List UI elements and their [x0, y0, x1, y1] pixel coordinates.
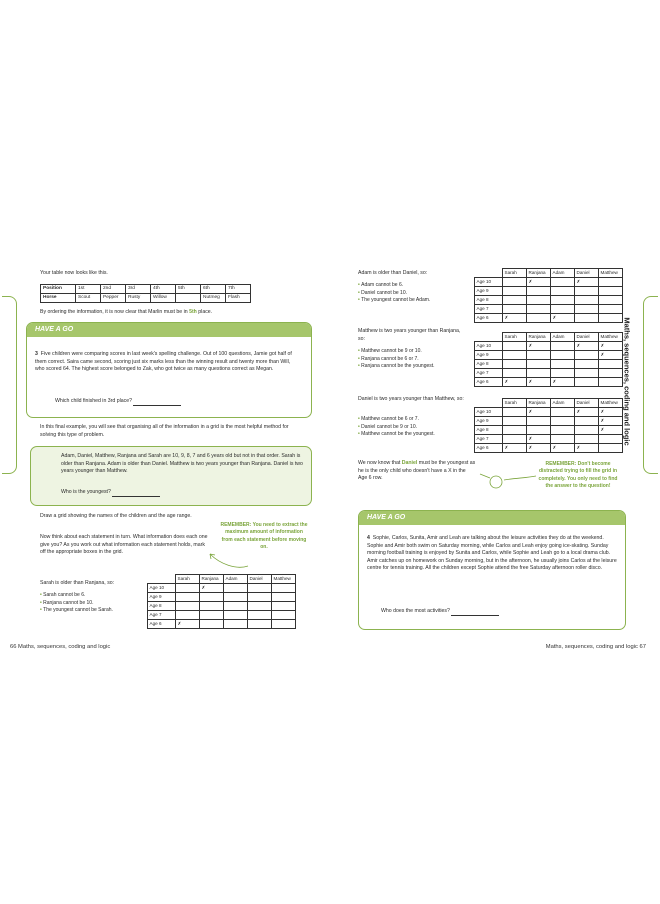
- grid-cell[interactable]: ✗: [503, 444, 527, 453]
- grid-cell[interactable]: [503, 287, 527, 296]
- grid-row: [475, 426, 623, 435]
- adam-bullets: [358, 282, 430, 305]
- grid-cell[interactable]: ✗: [599, 417, 623, 426]
- grid-header: Adam: [551, 333, 575, 342]
- grid-row: [475, 417, 623, 426]
- answer-line[interactable]: [112, 491, 160, 497]
- have-a-go-text: [35, 351, 301, 374]
- grid-header: Adam: [551, 269, 575, 278]
- grid-age-label: Age 9: [475, 287, 503, 296]
- table-cell: 4th: [151, 285, 176, 294]
- answer-line[interactable]: [451, 610, 499, 616]
- grid-body: [475, 408, 623, 453]
- grid-row: [148, 602, 296, 611]
- grid-header: Sarah: [503, 269, 527, 278]
- grid-corner: [475, 269, 503, 278]
- list-item: • Ranjana cannot be 6 or 7.: [358, 356, 435, 364]
- grid-row: [475, 369, 623, 378]
- grid-age-label: Age 6: [475, 444, 503, 453]
- daniel-bullets: [358, 416, 435, 439]
- grid-corner: [475, 399, 503, 408]
- grid-row: [475, 278, 623, 287]
- grid-cell[interactable]: [248, 611, 272, 620]
- example-question: [61, 489, 160, 497]
- grid-cell[interactable]: [551, 426, 575, 435]
- example-question-text: Who is the youngest?: [61, 489, 111, 495]
- conclusion-text: [358, 460, 476, 483]
- table-cell: Flash: [226, 294, 251, 303]
- grid-cell[interactable]: ✗: [575, 444, 599, 453]
- grid-corner: [475, 333, 503, 342]
- grid-cell[interactable]: [272, 620, 296, 629]
- table-cell: Willow: [151, 294, 176, 303]
- grid-cell[interactable]: ✗: [527, 378, 551, 387]
- grid-cell[interactable]: ✗: [575, 342, 599, 351]
- grid-row: [475, 287, 623, 296]
- final-example-text: In this final example, you will see that organising all of the information in a grid is the most helpful method for solving this type of problem.: [40, 424, 289, 438]
- grid-cell[interactable]: ✗: [551, 444, 575, 453]
- grid-cell[interactable]: ✗: [200, 584, 224, 593]
- grid-row: [148, 620, 296, 629]
- grid-age-label: Age 6: [148, 620, 176, 629]
- grid-cell[interactable]: ✗: [599, 342, 623, 351]
- list-item: • Ranjana cannot be 10.: [40, 600, 113, 608]
- list-item: • Matthew cannot be 9 or 10.: [358, 348, 435, 356]
- grid-cell[interactable]: [575, 351, 599, 360]
- grid-cell[interactable]: [527, 296, 551, 305]
- question-prompt: Who does the most activities?: [381, 608, 450, 614]
- question-prompt: Which child finished in 3rd place?: [55, 398, 132, 404]
- grid-header-row: [475, 399, 623, 408]
- table-cell: 2nd: [101, 285, 126, 294]
- conclusion-part: must be the youngest as he is the only child who doesn't have a X in the Age 6 row.: [358, 460, 476, 482]
- grid-cell[interactable]: ✗: [527, 408, 551, 417]
- grid-cell[interactable]: [503, 305, 527, 314]
- age-grid-2: [474, 268, 623, 323]
- grid-header: Ranjana: [527, 399, 551, 408]
- grid-age-label: Age 10: [475, 278, 503, 287]
- list-item: • Daniel cannot be 10.: [358, 290, 430, 298]
- grid-cell[interactable]: [551, 408, 575, 417]
- grid-cell[interactable]: [224, 620, 248, 629]
- grid-age-label: Age 9: [148, 593, 176, 602]
- grid-age-label: Age 9: [475, 417, 503, 426]
- grid-row: [475, 296, 623, 305]
- sarah-bullets: [40, 592, 113, 615]
- table-cell: Position: [41, 285, 76, 294]
- have-a-go-header: [359, 511, 625, 525]
- grid-cell[interactable]: [599, 378, 623, 387]
- grid-cell[interactable]: [200, 602, 224, 611]
- grid-cell[interactable]: [551, 287, 575, 296]
- grid-cell[interactable]: [503, 342, 527, 351]
- grid-cell[interactable]: [503, 360, 527, 369]
- grid-cell[interactable]: ✗: [551, 314, 575, 323]
- grid-header-row: [148, 575, 296, 584]
- grid-cell[interactable]: [200, 593, 224, 602]
- grid-cell[interactable]: ✗: [527, 278, 551, 287]
- grid-cell[interactable]: [503, 369, 527, 378]
- list-item: • Daniel cannot be 9 or 10.: [358, 424, 435, 432]
- grid-body: [475, 342, 623, 387]
- have-a-go-header: [27, 323, 311, 337]
- grid-cell[interactable]: [272, 602, 296, 611]
- grid-header: Sarah: [176, 575, 200, 584]
- grid-cell[interactable]: [224, 593, 248, 602]
- grid-age-label: Age 9: [475, 351, 503, 360]
- grid-cell[interactable]: [224, 611, 248, 620]
- grid-header: Daniel: [575, 333, 599, 342]
- table-cell: 7th: [226, 285, 251, 294]
- grid-header-row: [475, 333, 623, 342]
- grid-cell[interactable]: [599, 287, 623, 296]
- grid-cell[interactable]: [551, 278, 575, 287]
- grid-row: [475, 342, 623, 351]
- table-cell: 6th: [201, 285, 226, 294]
- grid-cell[interactable]: [551, 369, 575, 378]
- question-number: 3: [35, 351, 38, 357]
- age-grid-3: [474, 332, 623, 387]
- grid-cell[interactable]: ✗: [176, 620, 200, 629]
- conclusion-part: We now know that: [358, 460, 402, 466]
- grid-cell[interactable]: [599, 369, 623, 378]
- grid-header: Ranjana: [527, 333, 551, 342]
- grid-cell[interactable]: [551, 417, 575, 426]
- grid-row: [475, 305, 623, 314]
- intro-text: Your table now looks like this.: [40, 270, 108, 276]
- grid-cell[interactable]: [551, 296, 575, 305]
- grid-age-label: Age 10: [475, 342, 503, 351]
- position-table: [40, 284, 251, 303]
- grid-cell[interactable]: [503, 408, 527, 417]
- grid-cell[interactable]: ✗: [527, 444, 551, 453]
- grid-row: [475, 314, 623, 323]
- grid-cell[interactable]: [575, 287, 599, 296]
- grid-row: [148, 611, 296, 620]
- ordering-text: [40, 309, 310, 317]
- grid-cell[interactable]: ✗: [503, 378, 527, 387]
- table-cell: Nutmeg: [201, 294, 226, 303]
- table-cell: Scout: [76, 294, 101, 303]
- grid-cell[interactable]: [527, 305, 551, 314]
- grid-cell[interactable]: [503, 351, 527, 360]
- grid-row: [475, 378, 623, 387]
- footer-left: 66 Maths, sequences, coding and logic: [10, 644, 111, 650]
- grid-cell[interactable]: [200, 611, 224, 620]
- grid-header: Sarah: [503, 399, 527, 408]
- grid-age-label: Age 8: [148, 602, 176, 611]
- grid-cell[interactable]: [176, 602, 200, 611]
- table-cell: 1st: [76, 285, 101, 294]
- grid-header: Ranjana: [200, 575, 224, 584]
- grid-cell[interactable]: [248, 584, 272, 593]
- grid-cell[interactable]: [176, 584, 200, 593]
- grid-header: Adam: [551, 399, 575, 408]
- list-item: • The youngest cannot be Adam.: [358, 297, 430, 305]
- grid-cell[interactable]: [527, 314, 551, 323]
- question-number: 4: [367, 535, 370, 541]
- grid-cell[interactable]: [527, 417, 551, 426]
- grid-header-row: [475, 269, 623, 278]
- list-item: • Matthew cannot be the youngest.: [358, 431, 435, 439]
- grid-cell[interactable]: ✗: [575, 408, 599, 417]
- grid-cell[interactable]: [272, 593, 296, 602]
- have-a-go-box-2: [358, 510, 626, 630]
- grid-cell[interactable]: [527, 369, 551, 378]
- grid-header: Daniel: [575, 399, 599, 408]
- grid-cell[interactable]: [599, 314, 623, 323]
- example-box: [30, 446, 312, 506]
- grid-row: [475, 351, 623, 360]
- table-cell: Rusty: [126, 294, 151, 303]
- table-cell: 3rd: [126, 285, 151, 294]
- grid-cell[interactable]: [599, 305, 623, 314]
- grid-cell[interactable]: [527, 426, 551, 435]
- arrow-icon: [206, 550, 256, 572]
- grid-age-label: Age 10: [475, 408, 503, 417]
- grid-row: [475, 408, 623, 417]
- daniel-statement: Daniel is two years younger than Matthew, so:: [358, 396, 464, 402]
- ordering-highlight: 5th: [189, 309, 197, 315]
- list-item: • Sarah cannot be 6.: [40, 592, 113, 600]
- sarah-statement: Sarah is older than Ranjana, so:: [40, 580, 115, 586]
- grid-cell[interactable]: [551, 305, 575, 314]
- grid-cell[interactable]: [599, 435, 623, 444]
- list-item: • Ranjana cannot be the youngest.: [358, 363, 435, 371]
- list-item: • Matthew cannot be 6 or 7.: [358, 416, 435, 424]
- adam-statement: Adam is older than Daniel, so:: [358, 270, 428, 276]
- example-text: Adam, Daniel, Matthew, Ranjana and Sarah are 10, 9, 8, 7 and 6 years old but not in that order. Sarah is older than Ranjana. Adam is older than Daniel. Matthew is two years younger than Ranjana. Daniel is two years younger than Matthew.: [61, 453, 303, 475]
- side-tab-label: Maths, sequences, coding and logic: [622, 317, 632, 446]
- grid-header: Daniel: [248, 575, 272, 584]
- remember-note-2: REMEMBER: Don't become distracted trying to fill the grid in completely. You only need to find the answer to the question!: [538, 461, 618, 489]
- grid-row: [148, 593, 296, 602]
- table-cell: Horse: [41, 294, 76, 303]
- grid-cell[interactable]: [575, 314, 599, 323]
- grid-cell[interactable]: [527, 351, 551, 360]
- grid-cell[interactable]: [248, 602, 272, 611]
- grid-cell[interactable]: [551, 435, 575, 444]
- have-a-go-box-1: [26, 322, 312, 418]
- grid-cell[interactable]: [575, 369, 599, 378]
- grid-body: [475, 278, 623, 323]
- grid-row: [475, 435, 623, 444]
- grid-cell[interactable]: [272, 584, 296, 593]
- grid-cell[interactable]: [551, 360, 575, 369]
- conclusion-highlight: Daniel: [401, 460, 418, 466]
- question-text: Five children were comparing scores in last week's spelling challenge. Out of 100 questions, Jamie got half of them correct. Saira came second, scoring just six marks less than the winning result and twenty more than Will, who scored 64. The highest score belonged to Zak, who got twice as many questions correct as Megan.: [35, 351, 292, 373]
- grid-cell[interactable]: [176, 593, 200, 602]
- grid-cell[interactable]: [200, 620, 224, 629]
- grid-cell[interactable]: [527, 287, 551, 296]
- grid-header: Matthew: [272, 575, 296, 584]
- side-tab-left: [2, 296, 17, 474]
- grid-cell[interactable]: [599, 296, 623, 305]
- grid-cell[interactable]: [599, 444, 623, 453]
- grid-cell[interactable]: [176, 611, 200, 620]
- matthew-statement: Matthew is two years younger than Ranjana, so:: [358, 328, 461, 342]
- grid-age-label: Age 7: [148, 611, 176, 620]
- grid-row: [475, 444, 623, 453]
- grid-header: Matthew: [599, 269, 623, 278]
- grid-cell[interactable]: [503, 296, 527, 305]
- have-a-go-question: [381, 608, 499, 616]
- grid-cell[interactable]: [575, 378, 599, 387]
- grid-cell[interactable]: ✗: [599, 351, 623, 360]
- grid-age-label: Age 8: [475, 296, 503, 305]
- list-item: • Adam cannot be 6.: [358, 282, 430, 290]
- grid-cell[interactable]: [575, 305, 599, 314]
- table-cell: [176, 294, 201, 303]
- grid-cell[interactable]: ✗: [599, 426, 623, 435]
- table-cell: Pepper: [101, 294, 126, 303]
- grid-age-label: Age 7: [475, 369, 503, 378]
- grid-cell[interactable]: [248, 593, 272, 602]
- ordering-text-part: By ordering the information, it is now clear that Marlin must be in: [40, 309, 190, 315]
- arrow-icon: [476, 468, 542, 496]
- horse-row: [41, 294, 251, 303]
- grid-age-label: Age 6: [475, 378, 503, 387]
- have-a-go-text: [367, 535, 619, 573]
- grid-cell[interactable]: [599, 278, 623, 287]
- grid-age-label: Age 8: [475, 360, 503, 369]
- grid-cell[interactable]: [224, 584, 248, 593]
- grid-cell[interactable]: [575, 435, 599, 444]
- ordering-text-part: place.: [196, 309, 213, 315]
- grid-row: [148, 584, 296, 593]
- grid-cell[interactable]: ✗: [599, 408, 623, 417]
- question-text: Sophie, Carlos, Sunita, Amir and Leah are talking about the leisure activities they do at the weekend. Sophie and Amir both swim on Saturday morning, while Carlos and Leah enjoy going ice-skating. Sunday morning football training is enjoyed by Sunita and Carlos, while Sophie and Leah go to a local drama club. Amir catches up on homework on Sunday morning, but in the afternoon, he usually joins Carlos at the leisure centre for tennis training. All the children except Sophie attend the free Saturday afternoon roller disco.: [367, 535, 617, 572]
- grid-cell[interactable]: ✗: [551, 378, 575, 387]
- list-item: • The youngest cannot be Sarah.: [40, 607, 113, 615]
- grid-header: Matthew: [599, 399, 623, 408]
- grid-header: Ranjana: [527, 269, 551, 278]
- side-tab-right: [622, 296, 658, 474]
- grid-header: Adam: [224, 575, 248, 584]
- grid-cell[interactable]: ✗: [575, 278, 599, 287]
- have-a-go-title: HAVE A GO: [35, 326, 74, 333]
- grid-cell[interactable]: [224, 602, 248, 611]
- table-cell: 5th: [176, 285, 201, 294]
- grid-body: [148, 584, 296, 629]
- draw-grid-text: Draw a grid showing the names of the children and the age range.: [40, 513, 192, 519]
- grid-age-label: Age 7: [475, 305, 503, 314]
- think-text: Now think about each statement in turn. What information does each one give you? As you work out what information each statement holds, mark off the appropriate boxes in the grid.: [40, 534, 208, 556]
- grid-cell[interactable]: [599, 360, 623, 369]
- grid-cell[interactable]: [503, 278, 527, 287]
- grid-age-label: Age 6: [475, 314, 503, 323]
- grid-age-label: Age 8: [475, 426, 503, 435]
- grid-corner: [148, 575, 176, 584]
- grid-cell[interactable]: [503, 426, 527, 435]
- grid-cell[interactable]: [551, 351, 575, 360]
- answer-line[interactable]: [133, 400, 181, 406]
- grid-cell[interactable]: ✗: [503, 314, 527, 323]
- grid-cell[interactable]: [551, 342, 575, 351]
- grid-cell[interactable]: [272, 611, 296, 620]
- grid-age-label: Age 7: [475, 435, 503, 444]
- grid-cell[interactable]: [575, 360, 599, 369]
- have-a-go-title: HAVE A GO: [367, 514, 406, 521]
- grid-cell[interactable]: [248, 620, 272, 629]
- grid-header: Daniel: [575, 269, 599, 278]
- grid-cell[interactable]: ✗: [527, 435, 551, 444]
- have-a-go-question: [55, 398, 181, 406]
- grid-cell[interactable]: ✗: [527, 342, 551, 351]
- grid-cell[interactable]: [503, 435, 527, 444]
- footer-right: Maths, sequences, coding and logic 67: [545, 644, 646, 650]
- grid-cell[interactable]: [527, 360, 551, 369]
- remember-note-1: REMEMBER: You need to extract the maximum amount of information from each statement before moving on.: [220, 522, 308, 550]
- grid-header: Matthew: [599, 333, 623, 342]
- grid-row: [475, 360, 623, 369]
- position-row: [41, 285, 251, 294]
- matthew-bullets: [358, 348, 435, 371]
- grid-age-label: Age 10: [148, 584, 176, 593]
- grid-cell[interactable]: [503, 417, 527, 426]
- grid-header: Sarah: [503, 333, 527, 342]
- grid-cell[interactable]: [575, 417, 599, 426]
- age-grid-4: [474, 398, 623, 453]
- grid-cell[interactable]: [575, 296, 599, 305]
- grid-cell[interactable]: [575, 426, 599, 435]
- age-grid-1: [147, 574, 296, 629]
